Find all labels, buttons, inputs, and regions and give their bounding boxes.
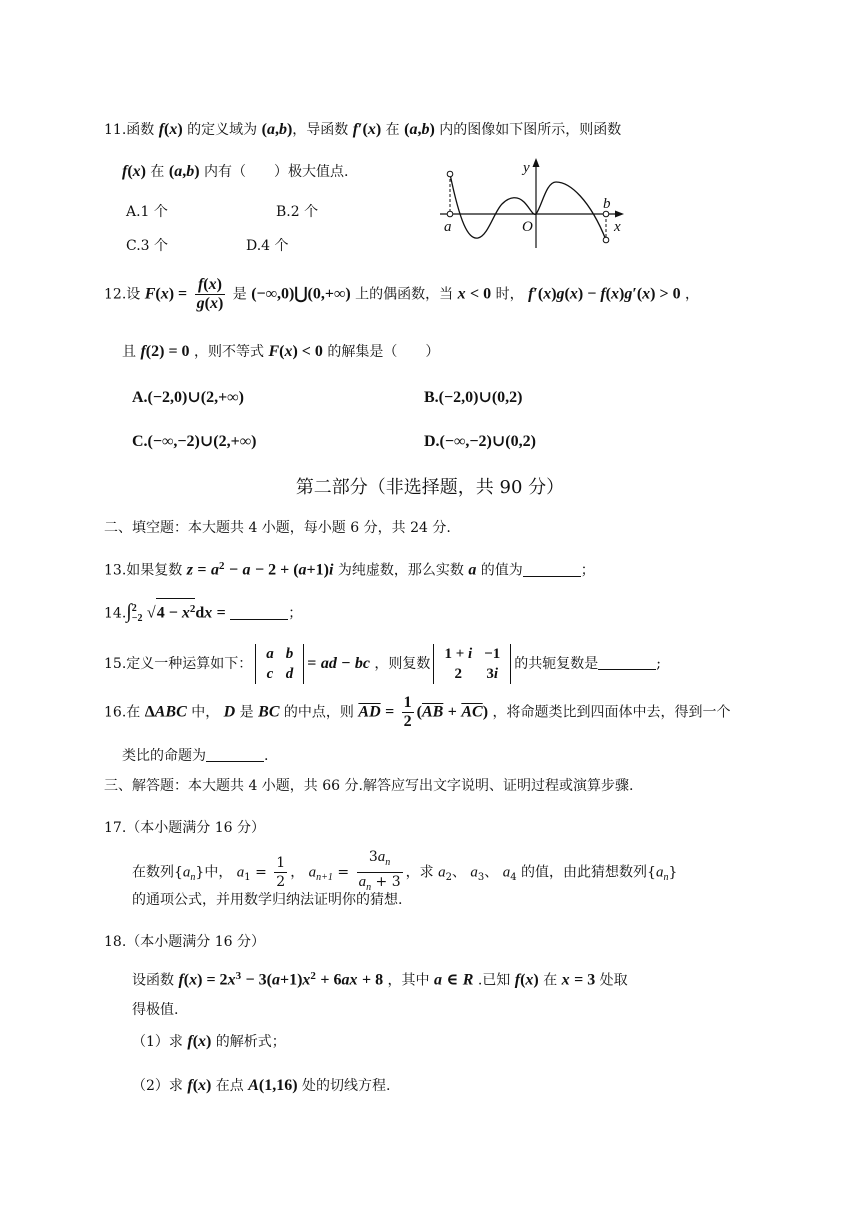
q12-line1: 12.设 F(x) = $\frac{f(x)}{g(x)}$ 是 (−∞,0)⋃(0,+∞) 上的偶函数，当 x < 0 时， f′(x)g(x) − f(x)g′(x) > 0 ， [104, 276, 700, 312]
derivative-graph [430, 152, 630, 252]
y-axis-arrow [533, 158, 540, 167]
graph-label-o: O [522, 219, 533, 235]
q18-sub1: （1）求 f(x) 的解析式； [132, 1033, 286, 1050]
q17-head: 17.（本小题满分 16 分） [104, 820, 265, 836]
fill-in-header: 二、填空题：本大题共 4 小题，每小题 6 分，共 24 分. [104, 520, 451, 536]
q11-line1: 11.函数 f(x) 的定义域为 (a,b)，导函数 f′(x) 在 (a,b) 内的图像如下图所示，则函数 [104, 121, 622, 138]
b-axis-point [603, 211, 609, 217]
a-axis-point [447, 211, 453, 217]
graph-label-x: x [614, 219, 621, 235]
q12-option-d: D.(−∞,−2)∪(0,2) [424, 433, 536, 450]
det-complex: 1 + i −1 2 3i [433, 644, 511, 684]
q18-head: 18.（本小题满分 16 分） [104, 934, 265, 950]
graph-label-y: y [523, 160, 530, 176]
q15: 15.定义一种运算如下： a b c d = ad − bc ，则复数 1 + i −1 2 3i 的共轭复数是 ; [104, 646, 661, 682]
q11-option-a: A.1 个 [126, 204, 168, 220]
q17-line1: 在数列$\{a_n\}$中， $a_1$ = $\frac{1}{2}$ ， $a_{n+1}$ = $\frac{3a_n}{a_n + 3}$ ，求 $a_2$、 $a_3$、 $a_4$ 的值，由此猜想数列$\{a_n\}$ [132, 848, 677, 898]
q11-line2: f(x) 在 (a,b) 内有（ ）极大值点. [122, 163, 349, 180]
q18-line2: 得极值. [132, 1002, 179, 1018]
q18-sub2: （2）求 f(x) 在点 A(1,16) 处的切线方程. [132, 1077, 391, 1094]
graph-label-b: b [603, 196, 611, 212]
q18-line1: 设函数 $f(x) = 2x^3 - 3(a+1)x^2 + 6ax + 8$ ，其中 a ∈ R .已知 f(x) 在 x = 3 处取 [132, 970, 628, 989]
q14: 14.∫ 2 −2 $√4 - x^2dx$ = ； [104, 598, 302, 624]
part2-title: 第二部分（非选择题，共 90 分） [295, 477, 565, 498]
q12-option-b: B.(−2,0)∪(0,2) [424, 389, 523, 406]
solve-header: 三、解答题：本大题共 4 小题，共 66 分.解答应写出文字说明、证明过程或演算步骤. [104, 778, 634, 794]
det-definition: a b c d [255, 644, 304, 684]
q11-option-b: B.2 个 [276, 204, 319, 220]
x-axis-arrow [615, 211, 624, 218]
q12-option-c: C.(−∞,−2)∪(2,+∞) [132, 433, 257, 450]
q17-line2: 的通项公式，并用数学归纳法证明你的猜想. [132, 892, 403, 908]
b-endpoint [603, 237, 609, 243]
q12-line2: 且 f(2) = 0 ，则不等式 F(x) < 0 的解集是（ ） [122, 343, 440, 360]
q16-line2: 类比的命题为 . [122, 748, 269, 764]
q16-line1: 16.在 ΔABC 中， D 是 BC 的中点，则 $\overline{AD}$ = $\frac{1}{2}$ $(\overline{AB} + \overline{AC})$ ，将命题类比到四面体中去，得到一个 [104, 694, 731, 730]
q13: 13.如果复数 $z = a^2 - a - 2 + (a+1)i$ 为纯虚数，那么实数 a 的值为 ； [104, 560, 595, 579]
q11-option-d: D.4 个 [246, 238, 289, 254]
graph-label-a: a [444, 219, 452, 235]
a-endpoint [447, 171, 453, 177]
q12-option-a: A.(−2,0)∪(2,+∞) [132, 389, 244, 406]
q11-option-c: C.3 个 [126, 238, 169, 254]
